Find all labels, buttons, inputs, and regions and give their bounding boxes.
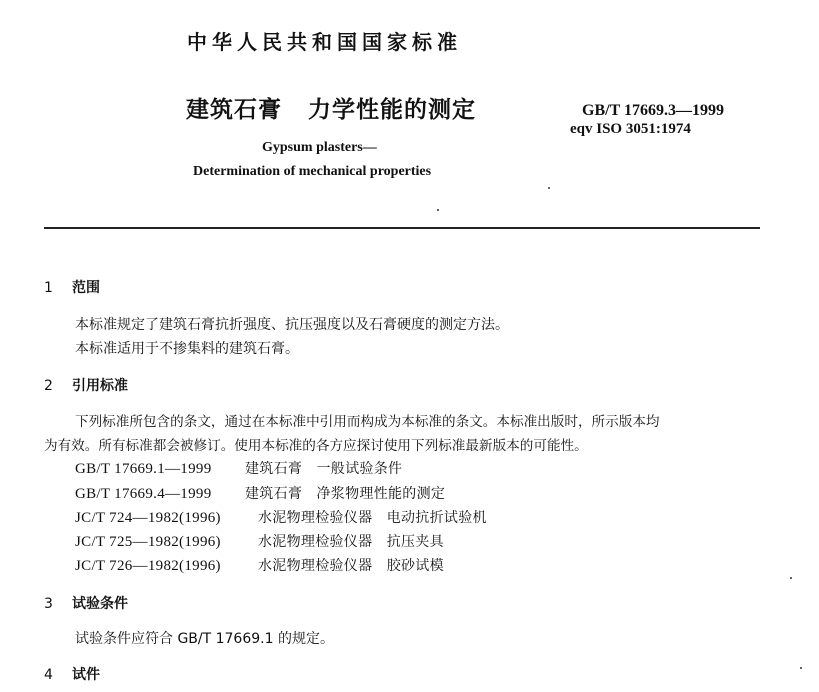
header-divider <box>44 227 760 229</box>
document-title-cn <box>186 91 476 124</box>
section-title: 引用标准 <box>72 378 128 394</box>
section-heading-specimens <box>44 664 100 684</box>
document-title-en-line2: Determination of mechanical properties <box>193 164 432 179</box>
reference-title: 水泥物理检验仪器 电动抗折试验机 <box>258 510 487 526</box>
section-title: 试验条件 <box>72 596 128 612</box>
scope-paragraph-1: 本标准规定了建筑石膏抗折强度、抗压强度以及石膏硬度的测定方法。 <box>75 317 509 333</box>
conditions-paragraph: 试验条件应符合 GB/T 17669.1 的规定。 <box>75 631 334 647</box>
reference-title: 建筑石膏 一般试验条件 <box>245 461 403 477</box>
standard-number: GB/T 17669.3—1999 <box>582 102 724 119</box>
reference-item <box>75 531 444 551</box>
section-number: 3 <box>44 596 53 612</box>
reference-title: 建筑石膏 净浆物理性能的测定 <box>245 486 446 502</box>
scan-speck <box>548 187 550 189</box>
reference-code: JC/T 725—1982(1996) <box>75 534 221 550</box>
reference-code: JC/T 724—1982(1996) <box>75 510 221 526</box>
section-heading-references <box>44 375 128 395</box>
reference-code: GB/T 17669.1—1999 <box>75 461 212 477</box>
title-cn-part1: 建筑石膏 <box>186 97 282 123</box>
section-heading-conditions <box>44 593 128 613</box>
section-number: 2 <box>44 378 53 394</box>
reference-title: 水泥物理检验仪器 胶砂试模 <box>258 558 444 574</box>
section-title: 试件 <box>72 667 100 683</box>
section-number: 4 <box>44 667 53 683</box>
title-cn-part2: 力学性能的测定 <box>308 97 476 123</box>
scope-paragraph-2: 本标准适用于不掺集料的建筑石膏。 <box>75 341 299 357</box>
reference-item <box>75 483 445 503</box>
national-standard-header: 中华人民共和国国家标准 <box>187 30 462 54</box>
section-title: 范围 <box>72 280 100 296</box>
reference-item <box>75 555 444 575</box>
references-intro-line2: 为有效。所有标准都会被修订。使用本标准的各方应探讨使用下列标准最新版本的可能性。 <box>44 438 588 454</box>
scan-speck <box>800 667 802 669</box>
reference-title: 水泥物理检验仪器 抗压夹具 <box>258 534 444 550</box>
reference-item <box>75 507 487 527</box>
scan-speck <box>437 209 439 211</box>
document-title-en-line1: Gypsum plasters— <box>262 140 377 155</box>
scan-speck <box>790 577 792 579</box>
references-intro-line1: 下列标准所包含的条文，通过在本标准中引用而构成为本标准的条文。本标准出版时，所示版本均 <box>75 414 660 430</box>
standard-equivalence: eqv ISO 3051:1974 <box>570 121 691 137</box>
reference-code: GB/T 17669.4—1999 <box>75 486 212 502</box>
reference-code: JC/T 726—1982(1996) <box>75 558 221 574</box>
section-number: 1 <box>44 280 53 296</box>
reference-item <box>75 458 402 478</box>
section-heading-scope <box>44 277 100 297</box>
